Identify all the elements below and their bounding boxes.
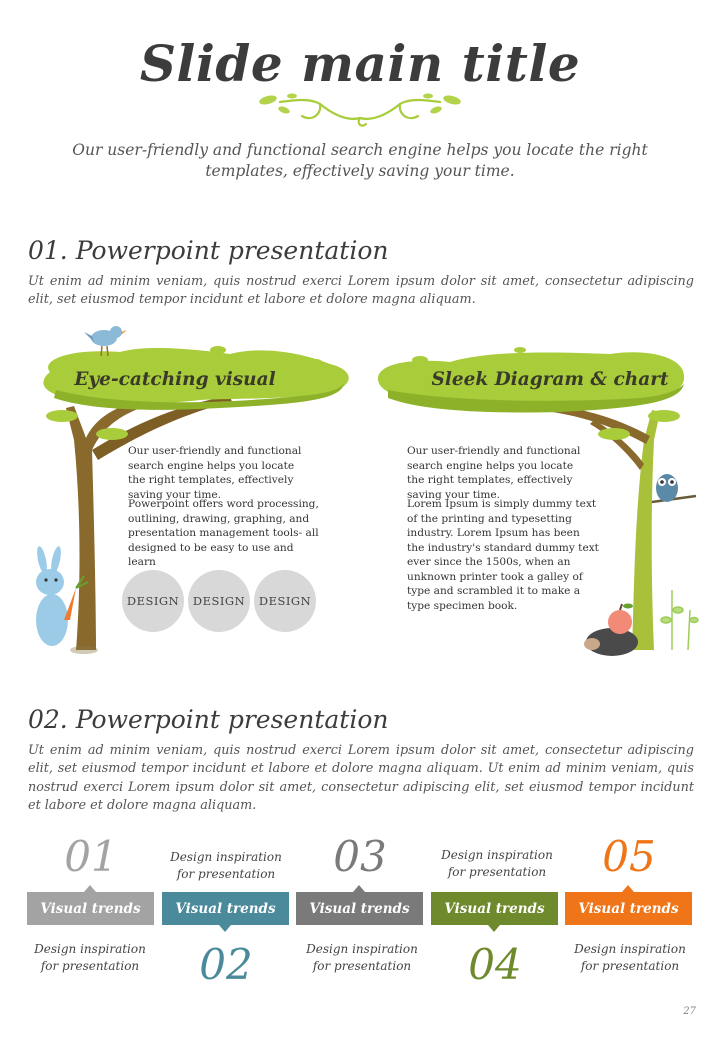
page-number: 27 (683, 1006, 696, 1017)
plant-icon (661, 590, 698, 650)
design-circle-2: DESIGN (188, 570, 250, 632)
leaf-ornament-icon (250, 92, 470, 132)
step-1-pointer-icon (84, 885, 96, 892)
right-paragraph-1: Our user-friendly and functional search engine helps you locate the right templates, effectively saving your time. (407, 445, 581, 501)
timeline-pointers (0, 880, 720, 940)
step-1-bar: Visual trends (27, 892, 154, 925)
page-title: Slide main title (139, 34, 581, 93)
step-1-number: 01 (64, 832, 118, 881)
section-1-body: Ut enim ad minim veniam, quis nostrud exerci Lorem ipsum dolor sit amet, consectetur adipiscing elit, set eiusmod tempor incidunt et labore et dolore magna aliquam. (28, 274, 694, 308)
section-2-title: 02. Powerpoint presentation (28, 705, 389, 734)
step-4-number: 04 (468, 940, 522, 989)
step-2-caption: Design inspiration for presentation (170, 850, 282, 881)
design-circle-1: DESIGN (122, 570, 184, 632)
right-paragraph-2: Lorem Ipsum is simply dummy text of the printing and typesetting industry. Lorem Ipsum has been the industry's standard dummy text ever since the 1500s, when an unknown printer took a galley of type and scrambled it to make a type specimen book. (407, 498, 599, 612)
step-3-caption: Design inspiration for presentation (306, 942, 418, 973)
step-1-caption: Design inspiration for presentation (34, 942, 146, 973)
step-2-pointer-icon (219, 925, 231, 932)
step-4-caption: Design inspiration for presentation (441, 848, 553, 879)
step-5-caption: Design inspiration for presentation (574, 942, 686, 973)
left-paragraph-2: Powerpoint offers word processing, outlining, drawing, graphing, and presentation management tools- all designed to be easy to use and learn (128, 498, 319, 568)
step-5-bar: Visual trends (565, 892, 692, 925)
step-3-number: 03 (333, 832, 387, 881)
section-1-title: 01. Powerpoint presentation (28, 236, 389, 265)
step-5-pointer-icon (622, 885, 634, 892)
left-paragraph-1: Our user-friendly and functional search engine helps you locate the right templates, effectively saving your time. (128, 445, 302, 501)
step-3-pointer-icon (353, 885, 365, 892)
step-3-bar: Visual trends (296, 892, 423, 925)
step-2-number: 02 (199, 940, 253, 989)
right-canopy-label: Sleek Diagram & chart (431, 369, 669, 390)
step-4-pointer-icon (488, 925, 500, 932)
section-2-body: Ut enim ad minim veniam, quis nostrud exerci Lorem ipsum dolor sit amet, consectetur adipiscing elit, set eiusmod tempor incidunt et labore et dolore magna aliquam. Ut enim ad minim veniam, quis nostrud exerci Lorem ipsum dolor sit amet, consectetur adipiscing elit, set eiusmod tempor incidunt et labore et dolore magna aliquam. (28, 743, 694, 814)
left-canopy-label: Eye-catching visual (74, 369, 276, 390)
step-4-bar: Visual trends (431, 892, 558, 925)
page-subtitle: Our user-friendly and functional search engine helps you locate the right templates, effectively saving your time. (72, 141, 648, 180)
step-5-number: 05 (602, 832, 656, 881)
owl-icon (652, 474, 696, 502)
step-2-bar: Visual trends (162, 892, 289, 925)
design-circle-3: DESIGN (254, 570, 316, 632)
